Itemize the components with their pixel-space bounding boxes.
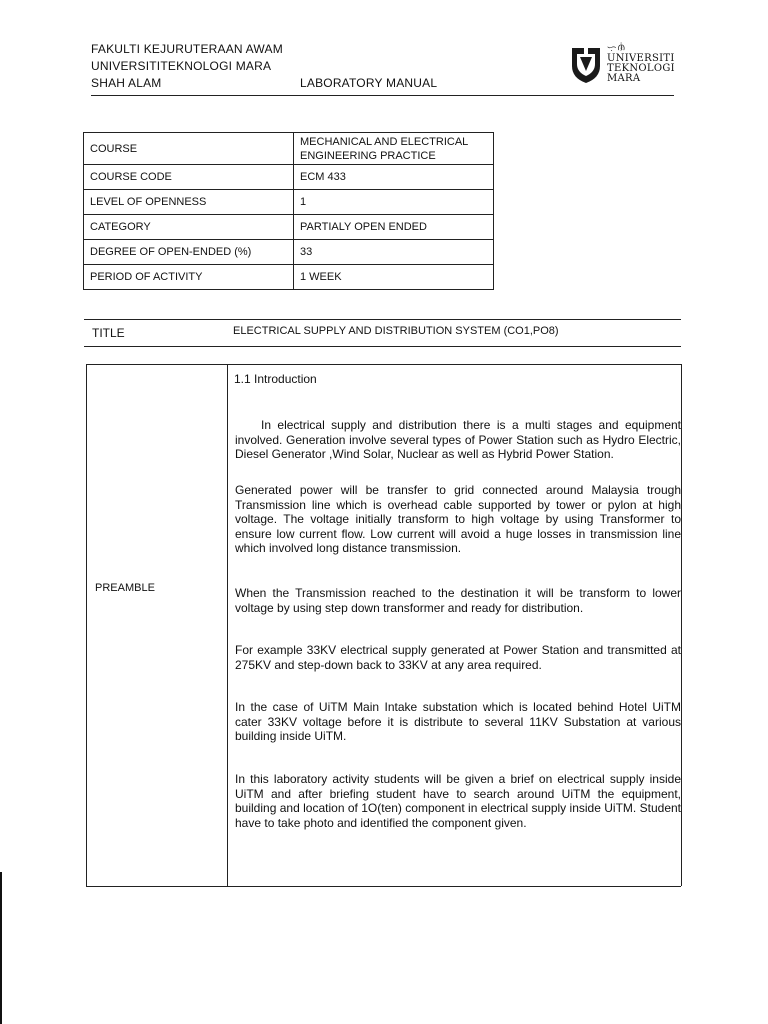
page-edge-line <box>0 872 2 1024</box>
title-label: TITLE <box>92 326 125 340</box>
logo-line-3: MARA <box>607 73 641 84</box>
table-row <box>84 265 494 290</box>
paragraph-uitm-intake: In the case of UiTM Main Intake substation which is located behind Hotel UiTM cater 33KV voltage before it is distribute to several 11KV Substation at various building inside UiTM. <box>235 700 681 743</box>
open-ended-degree-value: 33 <box>294 240 494 265</box>
faculty-name: FAKULTI KEJURUTERAAN AWAM <box>91 42 283 56</box>
preamble-label: PREAMBLE <box>95 582 155 594</box>
table-row <box>84 240 494 265</box>
title-top-rule <box>84 319 681 320</box>
header-divider <box>91 95 674 96</box>
table-row <box>84 165 494 190</box>
paragraph-step-down: When the Transmission reached to the destination it will be transform to lower voltage by using step down transformer and ready for distribution. <box>235 586 681 615</box>
document-type: LABORATORY MANUAL <box>300 76 438 90</box>
logo-script-line: ᜑᜓᜈᜒ <box>607 43 627 53</box>
paragraph-example: For example 33KV electrical supply generated at Power Station and transmitted at 275KV and step-down back to 33KV at any area required. <box>235 643 681 672</box>
activity-period-label: PERIOD OF ACTIVITY <box>84 265 294 290</box>
table-row <box>84 190 494 215</box>
course-code-value: ECM 433 <box>294 165 494 190</box>
paragraph-transmission: Generated power will be transfer to grid connected around Malaysia trough Transmission line which is overhead cable supported by tower or pylon at high voltage. The voltage initially transform to high voltage by using Transformer to ensure low current flow. Low current will avoid a huge losses in transmission line which involved long distance transmission. <box>235 483 681 555</box>
uitm-logo <box>566 42 675 86</box>
openness-value: 1 <box>294 190 494 215</box>
course-label: COURSE <box>84 133 294 165</box>
openness-label: LEVEL OF OPENNESS <box>84 190 294 215</box>
category-value: PARTIALY OPEN ENDED <box>294 215 494 240</box>
title-bottom-rule <box>84 346 681 347</box>
logo-line-2: TEKNOLOGI <box>607 63 675 74</box>
logo-line-1: UNIVERSITI <box>607 53 675 64</box>
uitm-crest-icon <box>568 44 604 84</box>
introduction-heading: 1.1 Introduction <box>234 372 317 386</box>
title-value: ELECTRICAL SUPPLY AND DISTRIBUTION SYSTEM (CO1,PO8) <box>233 325 559 337</box>
campus-name: SHAH ALAM <box>91 76 162 90</box>
table-row <box>84 215 494 240</box>
paragraph-generation: In electrical supply and distribution there is a multi stages and equipment involved. Generation involve several types of Power Station such as Hydro Electric, Diesel Generator ,Wind Solar, Nuclear as well as Hybrid Power Station. <box>235 418 681 461</box>
course-code-label: COURSE CODE <box>84 165 294 190</box>
open-ended-degree-label: DEGREE OF OPEN-ENDED (%) <box>84 240 294 265</box>
category-label: CATEGORY <box>84 215 294 240</box>
course-value: MECHANICAL AND ELECTRICAL ENGINEERING PRACTICE <box>294 133 494 165</box>
university-name: UNIVERSITITEKNOLOGI MARA <box>91 59 272 73</box>
activity-period-value: 1 WEEK <box>294 265 494 290</box>
course-info-table <box>83 132 494 290</box>
table-row <box>84 133 494 165</box>
paragraph-lab-activity: In this laboratory activity students will be given a brief on electrical supply inside UiTM and after briefing student have to search around UiTM the equipment, building and location of 1O(ten) component in electrical supply inside UiTM. Student have to take photo and identified the component given. <box>235 772 681 830</box>
